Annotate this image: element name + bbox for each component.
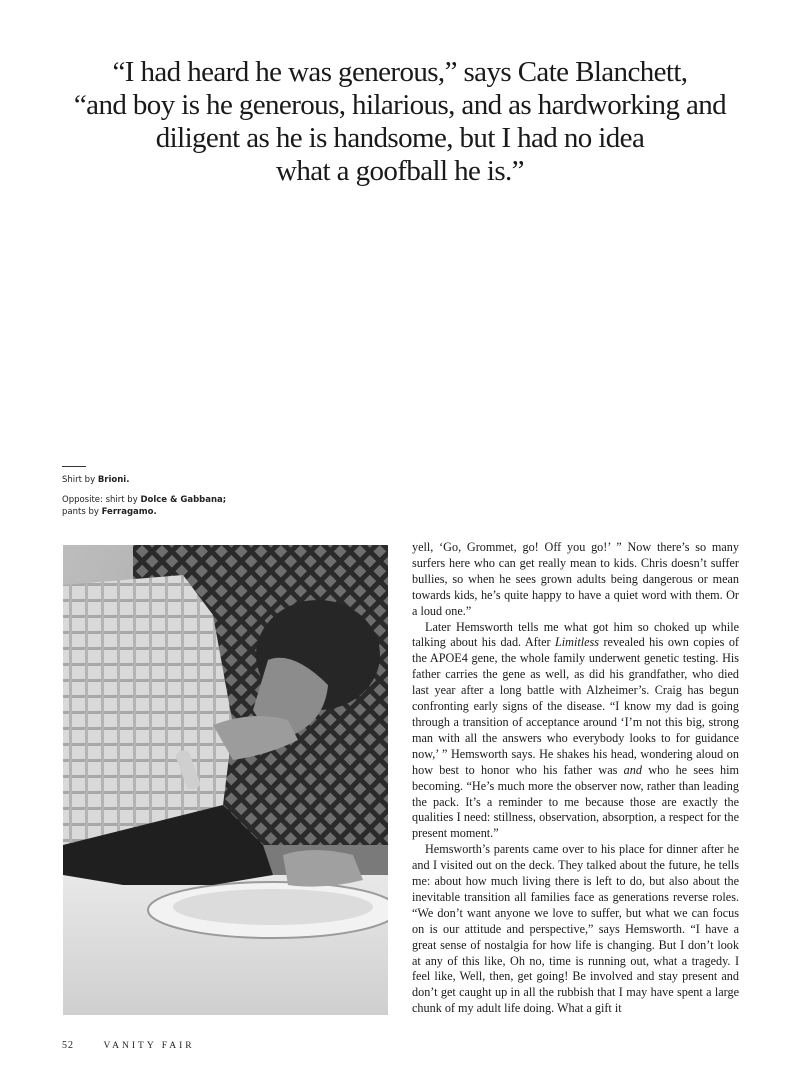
magazine-name: VANITY FAIR [103, 1041, 195, 1051]
body-paragraph: yell, ‘Go, Grommet, go! Off you go!’ ” Now there’s so many surfers here who can get really mean to kids. Chris doesn’t suffer bullies, so when he sees grown adults being dangerous or mean towards kids, he’s quite happy to have a quiet word with them. Or a loud one.” [412, 540, 739, 618]
body-text: revealed his own copies of the APOE4 gene, the whole family underwent genetic testing. His father carries the gene as well, as did his grandfather, who died last year after a long battle with Alzheimer’s. Craig has begun confronting early signs of the disease. “I know my dad is going through a transition of acceptance around ‘I’m not this big, strong man with all the answers who everybody looks to for guidance now,’ ” Hemsworth says. He shakes his head, wondering aloud on how best to honor who his father was [412, 635, 739, 777]
pull-quote-line: diligent as he is handsome, but I had no idea [155, 122, 645, 154]
credit-brand: Ferragamo. [101, 507, 157, 517]
page-number: 52 [62, 1040, 74, 1051]
credit-text: Shirt by [62, 475, 98, 485]
body-paragraph: Hemsworth’s parents came over to his place for dinner after he and I visited out on the deck. They talked about the future, he tells me: about how much living there is left to do, but also about the inevitable transition all families face as generations reverse roles. “We don’t want anyone we love to suffer, but what we can focus on is our attitude and perspective,” says Hemsworth. “I have a great sense of nostalgia for how life is changing. But I don’t look at any of this like, Oh no, time is running out, what a tragedy. I feel like, Well, then, get going! Be involved and stay present and don’t get caught up in all the rubbish that I may have spent a large chunk of my adult life doing. What a gift it [412, 842, 739, 1016]
article-body [412, 540, 739, 1017]
body-italic: and [623, 762, 642, 777]
credit-brand: Dolce & Gabbana; [140, 495, 227, 505]
article-photo [63, 545, 388, 1015]
credit-line [62, 474, 322, 486]
credit-text: Opposite: shirt by [62, 495, 141, 505]
credit-divider [62, 466, 86, 467]
credit-line [62, 494, 322, 518]
pull-quote [60, 56, 740, 188]
pull-quote-line: “I had heard he was generous,” says Cate Blanchett, [112, 56, 688, 88]
credit-text: pants by [62, 507, 102, 517]
pull-quote-line: “and boy is he generous, hilarious, and as hardworking and [73, 89, 727, 121]
body-paragraph [412, 620, 739, 843]
body-text: Later Hemsworth tells me what got him so choked up while talking about his dad. After [412, 619, 739, 650]
photo-credits [62, 474, 322, 526]
man-washing-face-photo-icon [63, 545, 388, 1015]
credit-brand: Brioni. [97, 475, 130, 485]
pull-quote-line: what a goofball he is.” [276, 155, 524, 187]
body-italic: Limitless [555, 635, 600, 650]
body-text: who he sees him becoming. “He’s much more the observer now, rather than leading the pack. It’s a reminder to me because those are exactly the qualities I need: stillness, observation, absorption, a respect for the present moment.” [412, 762, 739, 841]
page-footer [62, 1040, 195, 1051]
